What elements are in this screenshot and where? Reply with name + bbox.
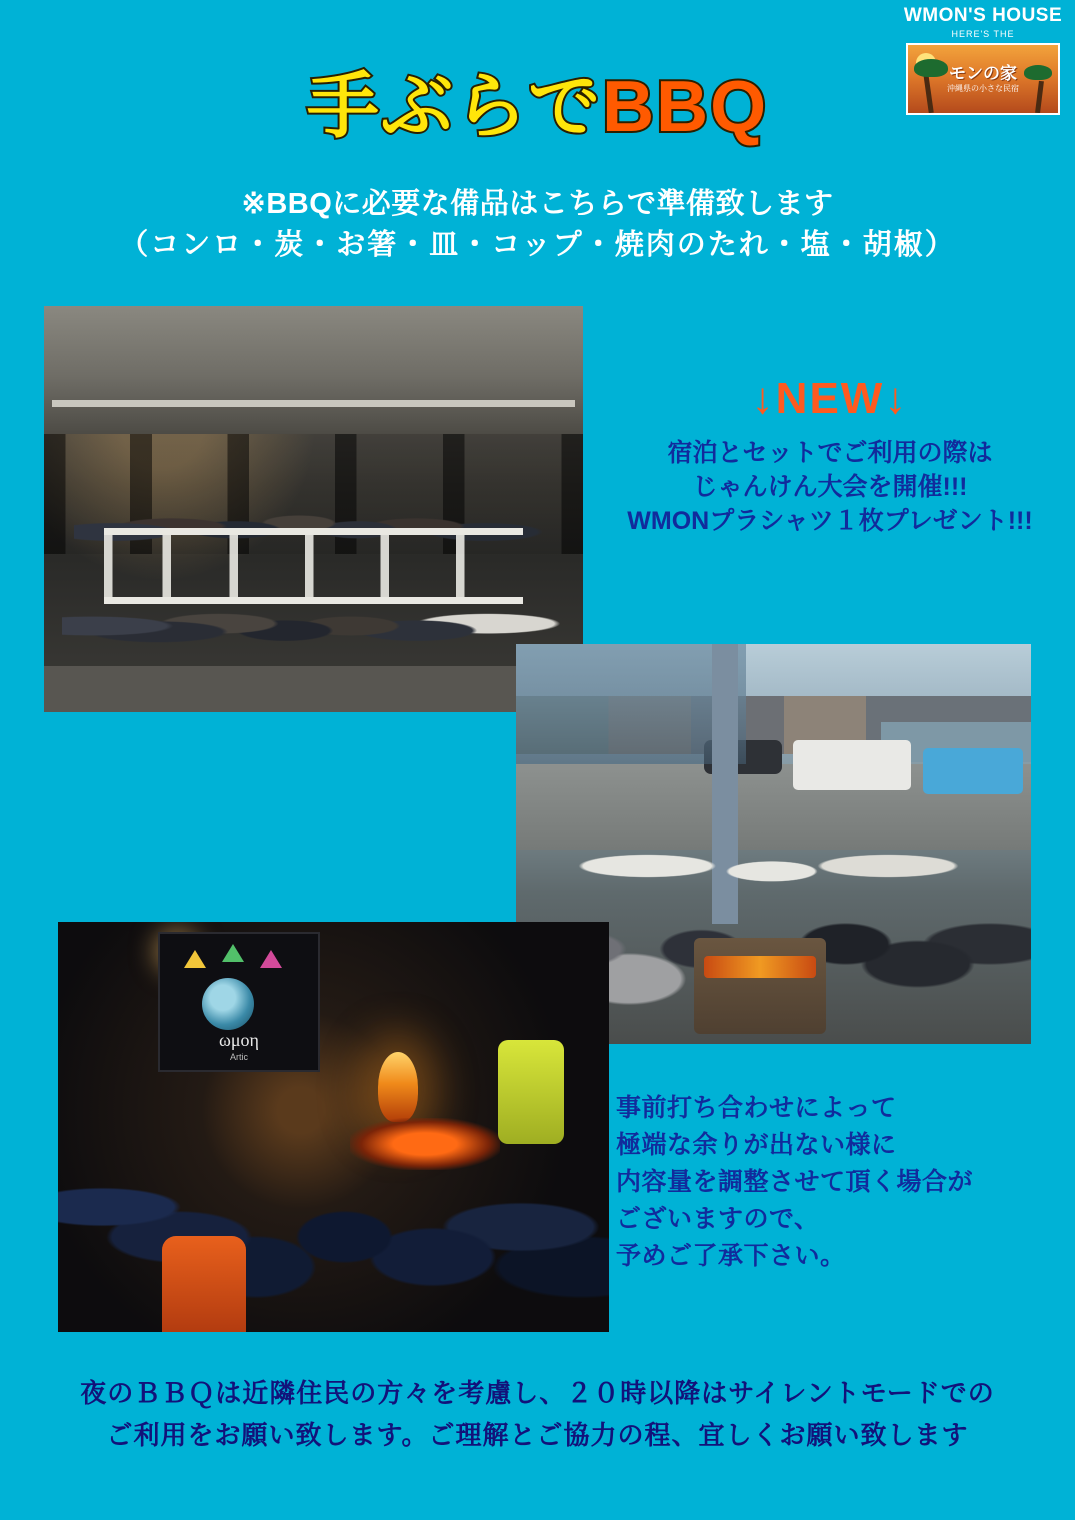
footer-line-1: 夜のＢＢＱは近隣住民の方々を考慮し、２０時以降はサイレントモードでの (80, 1378, 995, 1408)
person-in-orange (162, 1236, 246, 1332)
quiet-hours-notice (0, 1372, 1075, 1456)
night-guests-crowd (58, 1082, 609, 1332)
building-facade (44, 306, 583, 434)
footer-line-2: ご利用をお願い致します。ご理解とご協力の程、宜しくお願い致します (106, 1420, 969, 1450)
blue-van (923, 748, 1023, 794)
logo-art-tagline: 沖縄県の小さな民宿 (947, 84, 1019, 93)
star-icon (260, 950, 282, 968)
star-icon (222, 944, 244, 962)
note-line-5: 予めご了承下さい。 (616, 1242, 846, 1270)
portion-note-block (616, 1090, 1046, 1275)
white-van (793, 740, 911, 790)
lead-line-1: ※BBQに必要な備品はこちらで準備致します (241, 188, 834, 220)
new-body-line-2: じゃんけん大会を開催!!! (692, 473, 968, 501)
page-title-bbq: BBQ (602, 67, 769, 147)
night-bbq-bonfire-photo (58, 922, 609, 1332)
note-line-4: ございますので、 (616, 1205, 820, 1233)
grill-flames (704, 956, 816, 978)
globe-icon (202, 978, 254, 1030)
logo-art-name: モンの家 (949, 64, 1017, 83)
logo-title: WMON'S HOUSE (903, 5, 1063, 26)
star-icon (184, 950, 206, 968)
new-heading: ↓NEW↓ (751, 374, 909, 423)
page-title-japanese: 手ぶらで (306, 67, 603, 147)
page-title (0, 68, 1075, 146)
banner-subtext: Artic (230, 1052, 248, 1062)
group-photo-at-guesthouse (44, 306, 583, 712)
new-body-line-3: WMONプラシャツ１枚プレゼント!!! (627, 507, 1033, 535)
lead-line-2: （コンロ・炭・お箸・皿・コップ・焼肉のたれ・塩・胡椒） (119, 229, 956, 261)
ground-pavement (44, 666, 583, 712)
note-line-2: 極端な余りが出ない様に (616, 1131, 897, 1159)
bbq-grill (694, 938, 826, 1034)
wmon-banner (158, 932, 320, 1072)
note-line-1: 事前打ち合わせによって (616, 1094, 897, 1122)
lead-text (0, 184, 1075, 266)
note-line-3: 内容量を調整させて頂く場合が (616, 1168, 974, 1196)
new-body-line-1: 宿泊とセットでご利用の際は (667, 439, 993, 467)
new-offer-block (604, 374, 1056, 538)
balcony-rail (52, 400, 575, 407)
banner-wordmark: ωμoη (219, 1030, 259, 1050)
new-body (604, 436, 1056, 538)
logo-subtitle: HERE'S THE (951, 29, 1015, 39)
